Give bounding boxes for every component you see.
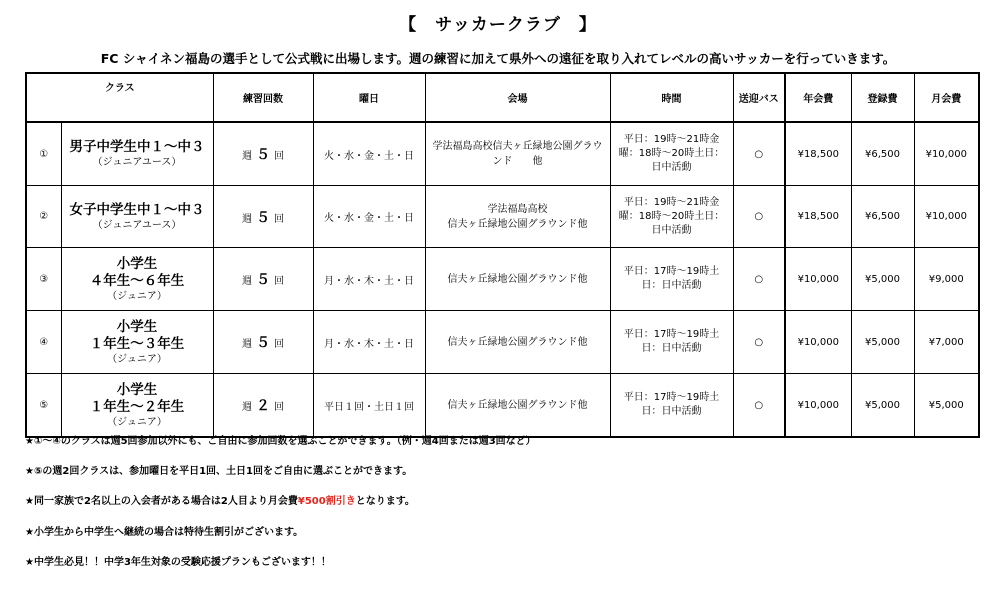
time-line: 日：日中活動 <box>641 406 702 417</box>
time-line: 曜：18時～20時土日： <box>618 148 725 159</box>
header-frequency: 練習回数 <box>213 73 313 122</box>
header-time: 時間 <box>610 73 733 122</box>
time-line: 平日：19時～21時金 <box>623 196 720 208</box>
time-line: 平日：17時～19時土 <box>623 329 720 340</box>
class-name-2: １年生～２年生 <box>89 398 185 415</box>
frequency-cell <box>213 311 313 374</box>
venue-cell <box>425 311 610 374</box>
registration-fee: ¥6,500 <box>851 186 914 248</box>
venue-cell <box>425 122 610 186</box>
bus-cell: ○ <box>733 311 785 374</box>
registration-fee: ¥5,000 <box>851 374 914 438</box>
note-2: ★⑤の週2回クラスは、参加曜日を平日1回、土日1回をご自由に選ぶことができます。 <box>25 466 413 477</box>
freq-pre: 週 <box>242 402 253 413</box>
freq-post: 回 <box>274 276 285 287</box>
venue-cell <box>425 374 610 438</box>
venue-line: 学法福島高校 <box>487 203 548 215</box>
class-name: 小学生 <box>116 318 158 335</box>
frequency-cell <box>213 374 313 438</box>
freq-post: 回 <box>274 402 285 413</box>
table-row <box>26 186 979 248</box>
annual-fee: ¥10,000 <box>785 248 851 311</box>
note-4: ★小学生から中学生へ継続の場合は特待生割引がございます。 <box>25 527 304 538</box>
time-line: 日：日中活動 <box>641 343 702 354</box>
venue-line: 信夫ヶ丘緑地公園グラウンド他 <box>447 273 588 285</box>
freq-num: ５ <box>256 272 271 288</box>
annual-fee: ¥18,500 <box>785 186 851 248</box>
venue-line: 信夫ヶ丘緑地公園グラウンド他 <box>447 336 588 348</box>
class-sub: （ジュニアユース） <box>92 157 182 168</box>
freq-num: ５ <box>256 335 271 351</box>
class-name: 小学生 <box>116 255 158 272</box>
freq-post: 回 <box>274 151 285 162</box>
note-1: ★①～④のクラスは週5回参加以外にも、ご自由に参加回数を選ぶことができます。（例・週4回または週3回など） <box>25 436 536 447</box>
table-header-row <box>26 73 979 122</box>
row-number: ② <box>26 186 61 248</box>
days-cell: 月・水・木・土・日 <box>313 248 425 311</box>
class-cell <box>61 122 213 186</box>
class-cell <box>61 186 213 248</box>
table-row <box>26 374 979 438</box>
row-number: ⑤ <box>26 374 61 438</box>
class-cell <box>61 374 213 438</box>
class-cell <box>61 311 213 374</box>
class-name: 女子中学生中１～中３ <box>69 201 205 218</box>
monthly-fee: ¥7,000 <box>914 311 979 374</box>
venue-line: 学法福島高校信夫ヶ丘緑地公園グラウンド 他 <box>432 141 603 167</box>
class-sub: （ジュニアユース） <box>92 219 182 231</box>
header-monthly-fee: 月会費 <box>914 73 979 122</box>
freq-pre: 週 <box>242 276 253 287</box>
table-row <box>26 248 979 311</box>
freq-post: 回 <box>274 213 285 225</box>
freq-pre: 週 <box>242 151 253 162</box>
time-line: 平日：17時～19時土 <box>623 266 720 277</box>
note-3 <box>25 492 415 507</box>
time-line: 平日：17時～19時土 <box>623 392 720 403</box>
registration-fee: ¥6,500 <box>851 122 914 186</box>
bus-cell: ○ <box>733 122 785 186</box>
freq-num: ５ <box>256 209 271 226</box>
bus-cell: ○ <box>733 248 785 311</box>
monthly-fee: ¥9,000 <box>914 248 979 311</box>
freq-post: 回 <box>274 339 285 350</box>
header-class: クラス <box>26 73 213 122</box>
fee-table <box>25 72 980 438</box>
header-venue: 会場 <box>425 73 610 122</box>
monthly-fee: ¥10,000 <box>914 186 979 248</box>
time-line: 日中活動 <box>651 224 692 236</box>
freq-pre: 週 <box>242 339 253 350</box>
venue-cell <box>425 248 610 311</box>
time-cell <box>610 311 733 374</box>
venue-cell <box>425 186 610 248</box>
row-number: ④ <box>26 311 61 374</box>
header-days: 曜日 <box>313 73 425 122</box>
annual-fee: ¥18,500 <box>785 122 851 186</box>
frequency-cell <box>213 248 313 311</box>
frequency-cell <box>213 122 313 186</box>
page-subtitle: FC シャイネン福島の選手として公式戦に出場します。週の練習に加えて県外への遠征を取り入れてレベルの高いサッカーを行っていきます。 <box>100 51 896 66</box>
class-name-2: １年生～３年生 <box>89 335 185 352</box>
row-number: ③ <box>26 248 61 311</box>
time-cell <box>610 186 733 248</box>
time-cell <box>610 248 733 311</box>
bus-cell: ○ <box>733 374 785 438</box>
registration-fee: ¥5,000 <box>851 311 914 374</box>
note-3-pre: ★同一家族で2名以上の入会者がある場合は2人目より月会費 <box>25 496 298 507</box>
note-3-post: となります。 <box>355 496 415 507</box>
freq-num: ２ <box>256 398 271 414</box>
time-cell <box>610 374 733 438</box>
freq-pre: 週 <box>242 213 253 225</box>
time-line: 曜：18時～20時土日： <box>618 210 725 222</box>
row-number: ① <box>26 122 61 186</box>
time-line: 平日：19時～21時金 <box>623 134 720 145</box>
frequency-cell <box>213 186 313 248</box>
class-name-2: ４年生～６年生 <box>89 272 185 289</box>
monthly-fee: ¥10,000 <box>914 122 979 186</box>
class-name: 男子中学生中１～中３ <box>69 139 205 155</box>
venue-line: 信夫ヶ丘緑地公園グラウンド他 <box>447 218 588 230</box>
registration-fee: ¥5,000 <box>851 248 914 311</box>
days-cell: 火・水・金・土・日 <box>313 186 425 248</box>
header-annual-fee: 年会費 <box>785 73 851 122</box>
class-sub: （ジュニア） <box>107 290 167 302</box>
page-title: 【 サッカークラブ 】 <box>399 15 597 35</box>
monthly-fee: ¥5,000 <box>914 374 979 438</box>
annual-fee: ¥10,000 <box>785 374 851 438</box>
table-row <box>26 122 979 186</box>
time-line: 日：日中活動 <box>641 280 702 291</box>
header-bus: 送迎バス <box>733 73 785 122</box>
venue-line: 信夫ヶ丘緑地公園グラウンド他 <box>447 399 588 411</box>
time-cell <box>610 122 733 186</box>
note-5: ★中学生必見！！中学3年生対象の受験応援プランもございます！！ <box>25 557 331 568</box>
discount-highlight: ¥500割引き <box>297 496 356 507</box>
class-name: 小学生 <box>116 381 158 398</box>
days-cell: 月・水・木・土・日 <box>313 311 425 374</box>
days-cell: 平日１回・土日１回 <box>313 374 425 438</box>
class-cell <box>61 248 213 311</box>
annual-fee: ¥10,000 <box>785 311 851 374</box>
table-row <box>26 311 979 374</box>
class-sub: （ジュニア） <box>107 416 167 428</box>
time-line: 日中活動 <box>651 162 692 173</box>
class-sub: （ジュニア） <box>107 353 167 365</box>
days-cell: 火・水・金・土・日 <box>313 122 425 186</box>
header-registration-fee: 登録費 <box>851 73 914 122</box>
bus-cell: ○ <box>733 186 785 248</box>
freq-num: ５ <box>256 147 271 163</box>
